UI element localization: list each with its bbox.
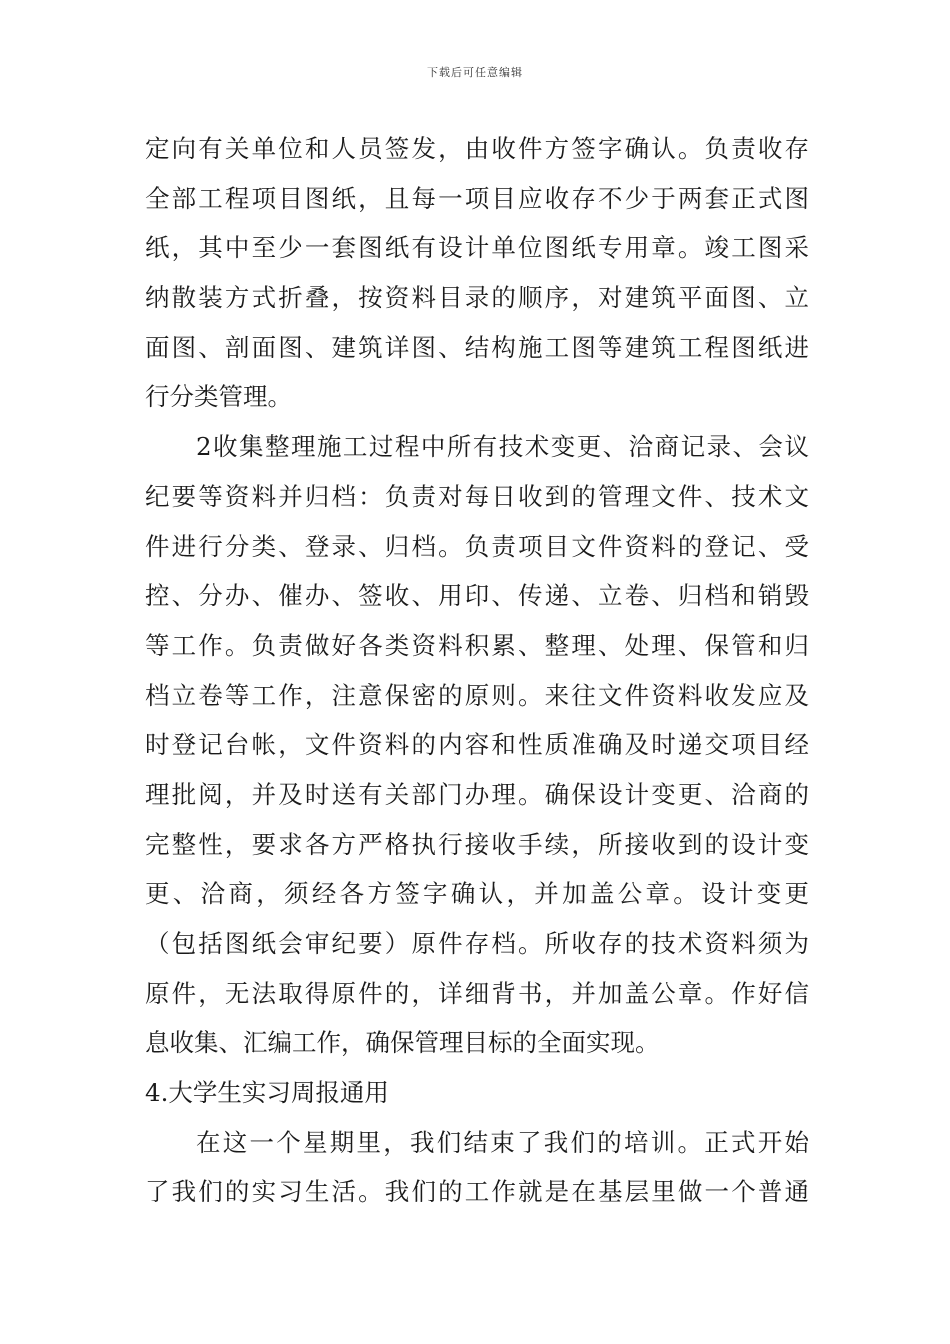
text-line: 档立卷等工作，注意保密的原则。来往文件资料收发应及 (145, 680, 809, 710)
text-line: 息收集、汇编工作，确保管理目标的全面实现。 (145, 1028, 660, 1058)
text-line: 纪要等资料并归档：负责对每日收到的管理文件、技术文 (145, 481, 809, 511)
text-line: 完整性，要求各方严格执行接收手续，所接收到的设计变 (145, 829, 809, 859)
text-line: 行分类管理。 (145, 382, 292, 412)
page-header-note: 下载后可任意编辑 (427, 66, 523, 79)
text-line: 更、洽商，须经各方签字确认，并加盖公章。设计变更 (145, 879, 809, 909)
paragraph-1 (145, 124, 809, 422)
section-heading: 4.大学生实习周报通用 (145, 1078, 389, 1108)
text-line: 原件，无法取得原件的，详细背书，并加盖公章。作好信 (145, 978, 809, 1008)
text-line: 时登记台帐，文件资料的内容和性质准确及时递交项目经 (145, 730, 809, 760)
paragraph-2 (145, 422, 809, 1068)
text-line: 理批阅，并及时送有关部门办理。确保设计变更、洽商的 (145, 779, 809, 809)
text-line: 在这一个星期里，我们结束了我们的培训。正式开始 (196, 1127, 809, 1157)
text-line: 2收集整理施工过程中所有技术变更、洽商记录、会议 (196, 432, 809, 462)
text-line: （包括图纸会审纪要）原件存档。所收存的技术资料须为 (145, 929, 809, 958)
text-line: 定向有关单位和人员签发，由收件方签字确认。负责收存 (145, 134, 809, 163)
text-line: 等工作。负责做好各类资料积累、整理、处理、保管和归 (145, 630, 809, 660)
text-line: 纸，其中至少一套图纸有设计单位图纸专用章。竣工图采 (145, 233, 809, 263)
document-body (145, 124, 809, 1217)
text-line: 面图、剖面图、建筑详图、结构施工图等建筑工程图纸进 (145, 332, 809, 362)
text-line: 了我们的实习生活。我们的工作就是在基层里做一个普通 (145, 1177, 809, 1207)
text-line: 纳散装方式折叠，按资料目录的顺序，对建筑平面图、立 (145, 283, 809, 313)
text-line: 全部工程项目图纸，且每一项目应收存不少于两套正式图 (145, 183, 809, 213)
text-line: 件进行分类、登录、归档。负责项目文件资料的登记、受 (145, 531, 809, 561)
paragraph-3 (145, 1118, 809, 1217)
text-line: 控、分办、催办、签收、用印、传递、立卷、归档和销毁 (145, 581, 809, 611)
